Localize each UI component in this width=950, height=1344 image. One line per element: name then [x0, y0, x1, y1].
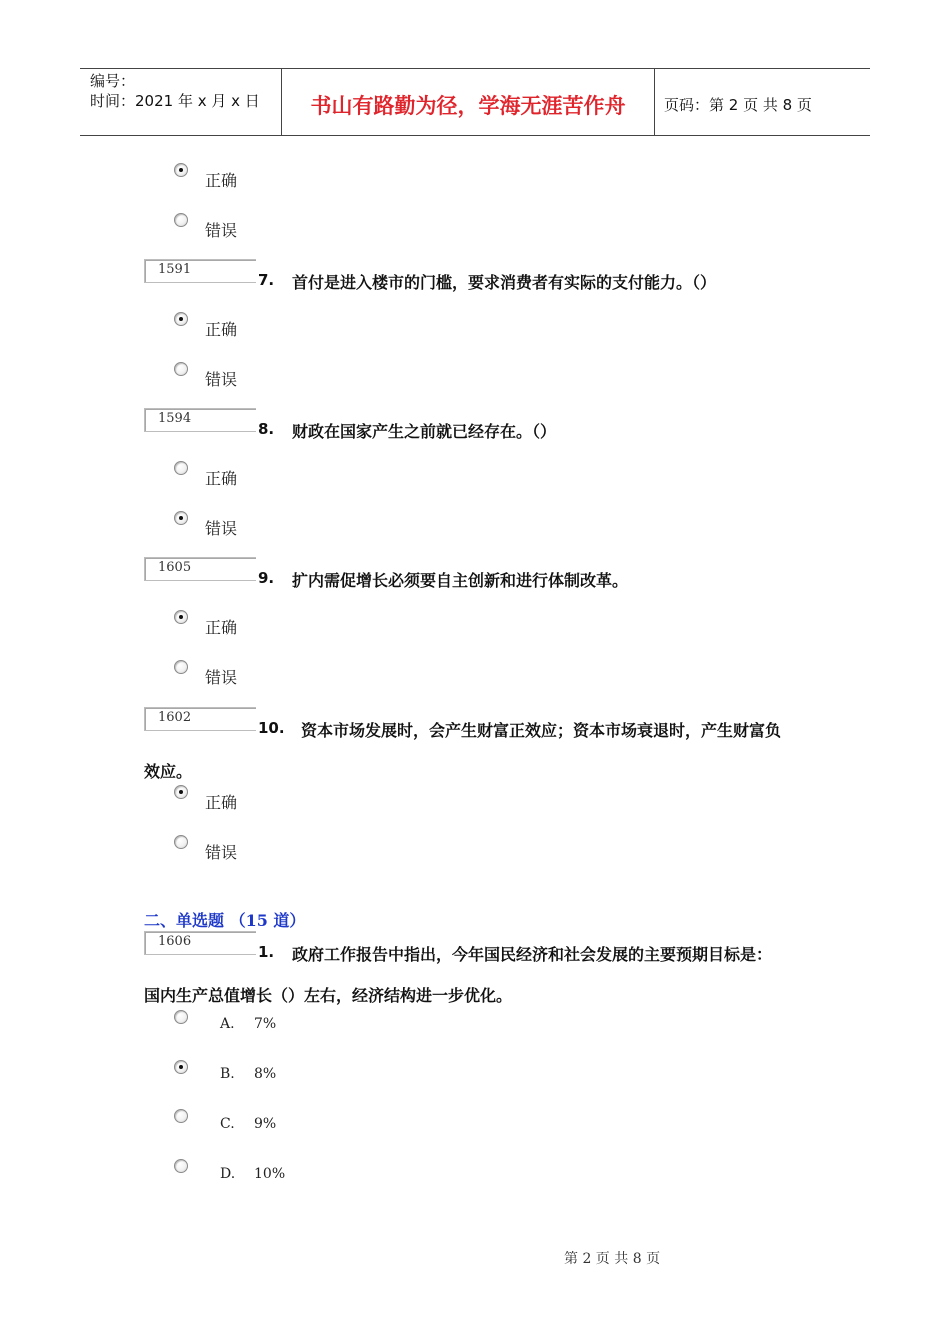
header-top-rule	[80, 68, 870, 69]
option-label-wrong: 错误	[205, 370, 238, 389]
question-text: 资本市场发展时，会产生财富正效应；资本市场衰退时，产生财富负	[301, 721, 782, 740]
choice-letter: A.	[220, 1016, 235, 1032]
option-label-wrong: 错误	[205, 668, 238, 687]
choice-letter: C.	[220, 1116, 235, 1132]
option-label-correct: 正确	[205, 469, 238, 488]
question-number: 8.	[258, 420, 275, 438]
question-id-field	[144, 259, 256, 283]
question-text-continued: 国内生产总值增长（）左右，经济结构进一步优化。	[144, 986, 513, 1005]
page-footer: 第 2 页 共 8 页	[564, 1251, 661, 1267]
radio-q6-wrong[interactable]	[174, 213, 188, 227]
option-label-correct: 正确	[205, 793, 238, 812]
choice-text: 8%	[254, 1066, 277, 1082]
radio-choice-c[interactable]	[174, 1109, 188, 1123]
question-number: 7.	[258, 271, 275, 289]
question-id: 1594	[158, 411, 192, 426]
question-id-field	[144, 707, 256, 731]
radio-q8-correct[interactable]	[174, 461, 188, 475]
question-id: 1602	[158, 710, 192, 725]
choice-letter: D.	[220, 1166, 236, 1182]
question-id-field	[144, 557, 256, 581]
option-label-correct: 正确	[205, 618, 238, 637]
choice-text: 9%	[254, 1116, 277, 1132]
question-text: 政府工作报告中指出，今年国民经济和社会发展的主要预期目标是：	[292, 945, 773, 964]
radio-choice-b[interactable]	[174, 1060, 188, 1074]
option-label-wrong: 错误	[205, 843, 238, 862]
radio-q8-wrong[interactable]	[174, 511, 188, 525]
header-page-info: 页码：第 2 页 共 8 页	[664, 96, 812, 114]
header-divider	[654, 68, 655, 136]
question-id-field	[144, 931, 256, 955]
question-number: 9.	[258, 569, 275, 587]
section-title: 二、单选题 （15 道）	[144, 911, 306, 930]
option-label-correct: 正确	[205, 171, 238, 190]
question-id: 1605	[158, 560, 192, 575]
header-number-label: 编号：	[90, 72, 136, 90]
question-number: 10.	[258, 719, 285, 737]
option-label-correct: 正确	[205, 320, 238, 339]
radio-q6-correct[interactable]	[174, 163, 188, 177]
radio-q7-wrong[interactable]	[174, 362, 188, 376]
question-text: 扩内需促增长必须要自主创新和进行体制改革。	[292, 571, 629, 590]
header-motto: 书山有路勤为径，学海无涯苦作舟	[310, 94, 626, 118]
radio-choice-a[interactable]	[174, 1010, 188, 1024]
choice-text: 7%	[254, 1016, 277, 1032]
question-id-field	[144, 408, 256, 432]
option-label-wrong: 错误	[205, 519, 238, 538]
radio-q9-wrong[interactable]	[174, 660, 188, 674]
radio-q7-correct[interactable]	[174, 312, 188, 326]
option-label-wrong: 错误	[205, 221, 238, 240]
radio-q10-correct[interactable]	[174, 785, 188, 799]
header-bottom-rule	[80, 135, 870, 136]
question-number: 1.	[258, 943, 275, 961]
question-text-continued: 效应。	[144, 762, 193, 781]
header-time-label: 时间：2021 年 x 月 x 日	[90, 92, 260, 110]
question-id: 1591	[158, 262, 192, 277]
radio-q9-correct[interactable]	[174, 610, 188, 624]
radio-choice-d[interactable]	[174, 1159, 188, 1173]
question-id: 1606	[158, 934, 192, 949]
question-text: 首付是进入楼市的门槛，要求消费者有实际的支付能力。（）	[292, 273, 717, 292]
radio-q10-wrong[interactable]	[174, 835, 188, 849]
choice-letter: B.	[220, 1066, 235, 1082]
choice-text: 10%	[254, 1166, 286, 1182]
question-text: 财政在国家产生之前就已经存在。（）	[292, 422, 557, 441]
